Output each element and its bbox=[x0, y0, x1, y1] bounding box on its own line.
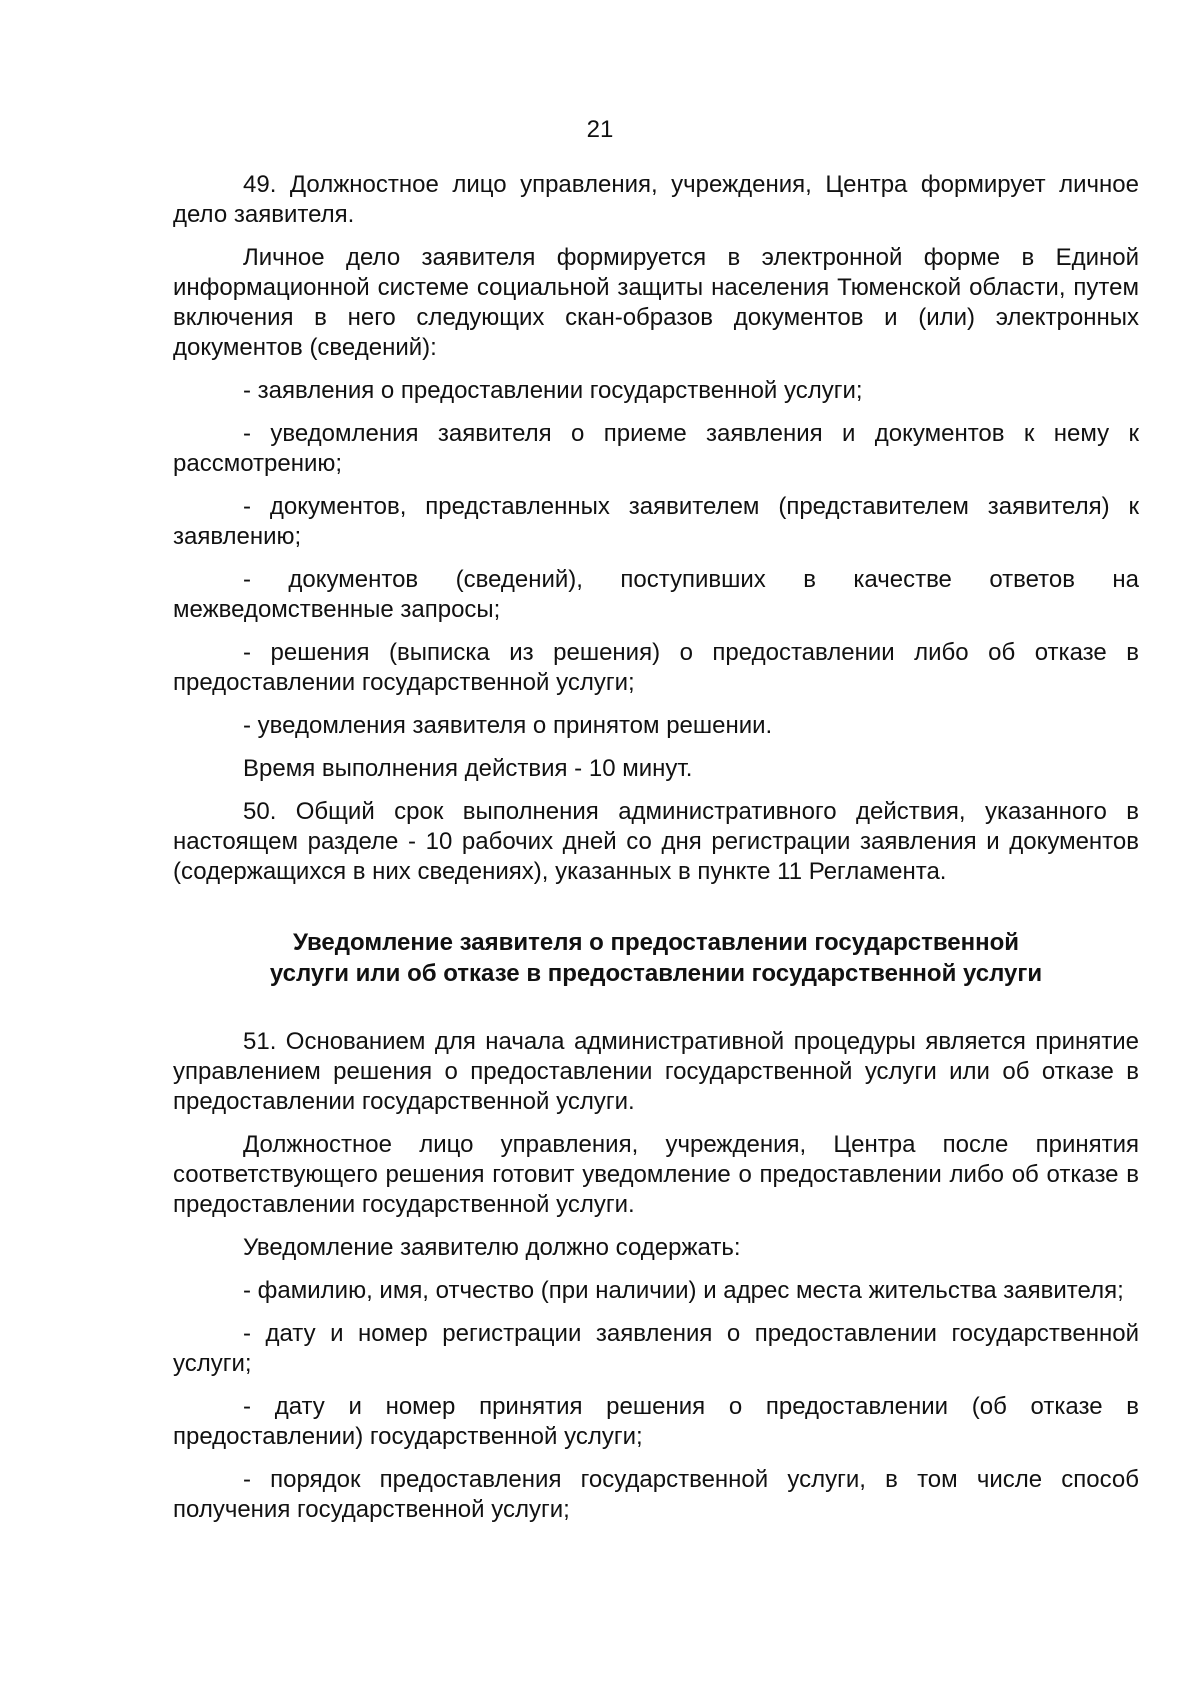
page-number: 21 bbox=[586, 116, 614, 143]
paragraph-notice-preparation: Должностное лицо управления, учреждения, Центра после принятия соответствующего решения готовит уведомление о предоставлении либо об отказе в предоставлении государственной услуги. bbox=[173, 1131, 1139, 1218]
paragraph-notice-contents: Уведомление заявителю должно содержать: bbox=[243, 1234, 741, 1261]
list-item: - дату и номер регистрации заявления о предоставлении государственной услуги; bbox=[173, 1320, 1139, 1377]
list-item: - заявления о предоставлении государственной услуги; bbox=[243, 377, 863, 404]
list-item: - дату и номер принятия решения о предоставлении (об отказе в предоставлении) государственной услуги; bbox=[173, 1393, 1139, 1450]
paragraph-49: 49. Должностное лицо управления, учреждения, Центра формирует личное дело заявителя. bbox=[173, 171, 1139, 228]
list-item: - порядок предоставления государственной услуги, в том числе способ получения государственной услуги; bbox=[173, 1466, 1139, 1523]
document-body bbox=[173, 170, 1139, 1538]
list-item: - решения (выписка из решения) о предоставлении либо об отказе в предоставлении государственной услуги; bbox=[173, 639, 1139, 696]
list-item: - фамилию, имя, отчество (при наличии) и адрес места жительства заявителя; bbox=[243, 1277, 1124, 1304]
paragraph-execution-time: Время выполнения действия - 10 минут. bbox=[243, 755, 693, 782]
list-item: - уведомления заявителя о принятом решении. bbox=[243, 712, 773, 739]
section-heading bbox=[173, 927, 1139, 989]
list-item: - уведомления заявителя о приеме заявления и документов к нему к рассмотрению; bbox=[173, 420, 1139, 477]
list-item: - документов (сведений), поступивших в качестве ответов на межведомственные запросы; bbox=[173, 566, 1139, 623]
section-heading-line-2: услуги или об отказе в предоставлении государственной услуги bbox=[269, 960, 1043, 987]
paragraph-50: 50. Общий срок выполнения административного действия, указанного в настоящем разделе - 10 рабочих дней со дня регистрации заявления и документов (содержащихся в них сведениях), указанных в пункте 11 Регламента. bbox=[173, 798, 1139, 885]
paragraph-51: 51. Основанием для начала административной процедуры является принятие управлением решения о предоставлении государственной услуги или об отказе в предоставлении государственной услуги. bbox=[173, 1028, 1139, 1115]
list-item: - документов, представленных заявителем (представителем заявителя) к заявлению; bbox=[173, 493, 1139, 550]
section-heading-line-1: Уведомление заявителя о предоставлении государственной bbox=[292, 929, 1020, 956]
paragraph-personal-file: Личное дело заявителя формируется в электронной форме в Единой информационной системе социальной защиты населения Тюменской области, путем включения в него следующих скан-образов документов и (или) электронных документов (сведений): bbox=[173, 244, 1139, 361]
